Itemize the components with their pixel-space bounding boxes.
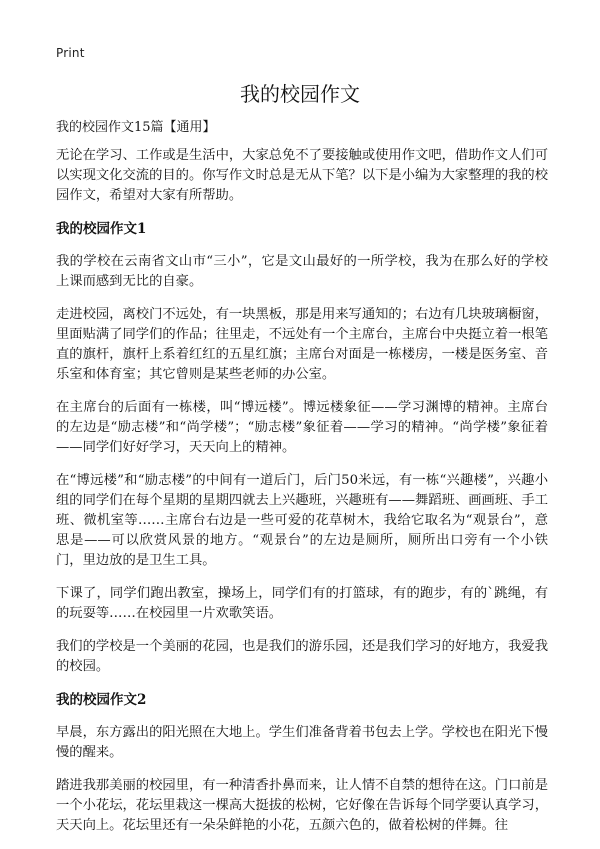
section-heading-1: 我的校园作文1 [56,221,147,237]
intro-paragraph: 无论在学习、工作或是生活中，大家总免不了要接触或使用作文吧，借助作文人们可以实现文化交流的目的。你写作文时总是无从下笔？以下是小编为大家整理的我的校园作文，希望对大家有所帮助。 [56,148,548,203]
body-paragraph: 在“博远楼”和“励志楼”的中间有一道后门，后门50米远，有一栋“兴趣楼”，兴趣小组的同学们在每个星期的星期四就去上兴趣班，兴趣班有——舞蹈班、画画班、手工班、微机室等……主席台右边是一些可爱的花草树木，我给它取名为“观景台”，意思是——可以欣赏风景的地方。“观景台”的左边是厕所，厕所出口旁有一个小铁门，里边放的是卫生工具。 [56,473,548,568]
body-paragraph: 我的学校在云南省文山市“三小”，它是文山最好的一所学校，我为在那么好的学校上课而感到无比的自豪。 [56,254,548,289]
body-paragraph: 我们的学校是一个美丽的花园，也是我们的游乐园，还是我们学习的好地方，我爱我的校园。 [56,639,548,674]
section-heading-2: 我的校园作文2 [56,692,147,708]
print-link[interactable]: Print [56,46,85,60]
article-body [56,146,548,849]
body-paragraph: 早晨，东方露出的阳光照在大地上。学生们准备背着书包去上学。学校也在阳光下慢慢的醒来。 [56,725,548,760]
page-title: 我的校园作文 [240,82,360,106]
body-paragraph: 在主席台的后面有一栋楼，叫“博远楼”。博远楼象征——学习渊博的精神。主席台的左边是“励志楼”和“尚学楼”；“励志楼”象征着——学习的精神。“尚学楼”象征着——同学们好好学习，天天向上的精神。 [56,400,548,455]
body-paragraph: 走进校园，离校门不远处，有一块黑板，那是用来写通知的；右边有几块玻璃橱窗，里面贴满了同学们的作品；往里走，不远处有一个主席台，主席台中央挺立着一根笔直的旗杆，旗杆上系着红红的五星红旗；主席台对面是一栋楼房，一楼是医务室、音乐室和体育室；其它曾则是某些老师的办公室。 [56,307,548,382]
article-subtitle: 我的校园作文15篇【通用】 [56,120,216,135]
body-paragraph: 踏进我那美丽的校园里，有一种清香扑鼻而来，让人情不自禁的想待在这。门口前是一个小花坛，花坛里栽这一棵高大挺拔的松树，它好像在告诉每个同学要认真学习，天天向上。花坛里还有一朵朵鲜艳的小花，五颜六色的，做着松树的伴舞。往 [56,778,548,833]
body-paragraph: 下课了，同学们跑出教室，操场上，同学们有的打篮球，有的跑步，有的`跳绳，有的玩耍等……在校园里一片欢歌笑语。 [56,586,548,621]
